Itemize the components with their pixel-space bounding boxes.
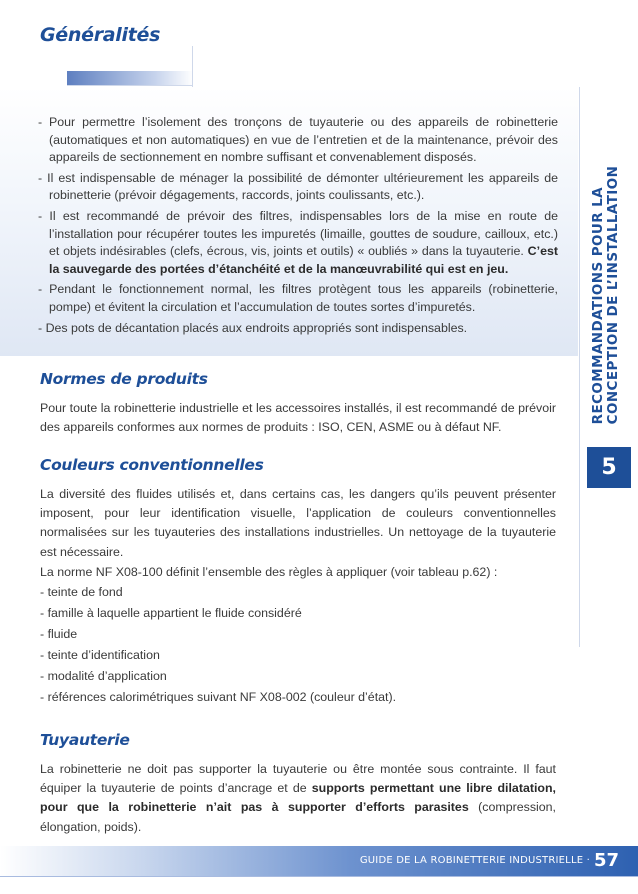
list-item: - fluide xyxy=(40,627,78,642)
page-title: Généralités xyxy=(40,24,161,46)
couleurs-section xyxy=(40,485,556,708)
intro-item: - Pour permettre l’isolement des tronçons de tuyauterie ou des appareils de robinetterie (automatiques et non automatiques) en vue de l’entretien et de la maintenance, prévoir des appareils de sectionnement en nombre suffisant et convenablement disposés. xyxy=(38,115,558,165)
intro-item: - Des pots de décantation placés aux endroits appropriés sont indispensables. xyxy=(38,320,468,335)
list-item: - modalité d’application xyxy=(40,669,167,684)
list-item: - teinte de fond xyxy=(40,585,123,600)
couleurs-paragraph: La diversité des fluides utilisés et, dans certains cas, les dangers qu’ils peuvent présenter imposent, pour leur identification visuelle, l’application de couleurs conventionnelles normalisées sur les tuyauteries des installations industrielles. Un nettoyage de la tuyauterie est nécessaire. xyxy=(40,487,556,559)
header-rule-vertical xyxy=(192,46,193,88)
footer-guide-title: GUIDE DE LA ROBINETTERIE INDUSTRIELLE · xyxy=(359,855,590,866)
tuyauterie-text-after: (compression, élongation, poids). xyxy=(40,800,556,834)
intro-item-text: - Il est recommandé de prévoir des filtres, indispensables lors de la mise en route de l’installation pour récupérer toutes les impuretés (limaille, gouttes de soudure, cailloux, etc.) et objets indésirables (clefs, écrous, vis, joints et outils) « oubliés » dans la tuyauterie. xyxy=(38,208,558,259)
couleurs-norme-line: La norme NF X08-100 définit l’ensemble des règles à appliquer (voir tableau p.62) : xyxy=(40,564,498,579)
side-label-line1: RECOMMANDATIONS POUR LA xyxy=(590,186,606,425)
tuyauterie-section xyxy=(40,760,556,837)
couleurs-list xyxy=(40,582,556,708)
normes-text: Pour toute la robinetterie industrielle et les accessoires installés, il est recommandé de prévoir des appareils conformes aux normes de produits : ISO, CEN, ASME ou à défaut NF. xyxy=(40,401,556,435)
intro-section xyxy=(38,114,558,340)
tuyauterie-text-strong: supports permettant une libre dilatation, pour que la robinetterie n’ait pas à supporter d’efforts parasites xyxy=(40,781,556,815)
chapter-side-label-text xyxy=(591,166,621,425)
couleurs-heading: Couleurs conventionnelles xyxy=(40,456,264,474)
tuyauterie-heading: Tuyauterie xyxy=(40,731,130,749)
tuyauterie-text xyxy=(40,760,556,837)
chapter-number-badge: 5 xyxy=(587,447,631,488)
intro-item xyxy=(38,208,558,278)
side-label-line2: CONCEPTION DE L’INSTALLATION xyxy=(605,165,621,425)
intro-emphasis: C’est la sauvegarde des portées d’étanchéité et de la manœuvrabilité qui est en jeu. xyxy=(49,244,558,276)
tuyauterie-text-before: La robinetterie ne doit pas supporter la tuyauterie ou être montée sous contrainte. Il faut équiper la tuyauterie de points d’ancrage et de xyxy=(40,762,556,796)
chapter-side-label xyxy=(580,150,632,440)
normes-heading: Normes de produits xyxy=(40,370,208,388)
list-item: - famille à laquelle appartient le fluide considéré xyxy=(40,606,302,621)
header-gradient-bar xyxy=(67,71,193,85)
list-item: - références calorimétriques suivant NF X08-002 (couleur d’état). xyxy=(40,690,397,705)
footer-page-number: 57 xyxy=(594,850,620,871)
intro-item: - Pendant le fonctionnement normal, les filtres protègent tous les appareils (robinetterie, pompe) et évitent la circulation et l’accumulation de toutes sortes d’impuretés. xyxy=(38,282,558,314)
normes-section xyxy=(40,399,556,437)
footer-rule xyxy=(0,876,638,877)
header-rule-horizontal xyxy=(67,85,193,86)
intro-item: - Il est indispensable de ménager la possibilité de démonter ultérieurement les appareils de robinetterie (prévoir dégagements, raccords, joints coulissants, etc.). xyxy=(38,170,558,203)
list-item: - teinte d’identification xyxy=(40,648,160,663)
